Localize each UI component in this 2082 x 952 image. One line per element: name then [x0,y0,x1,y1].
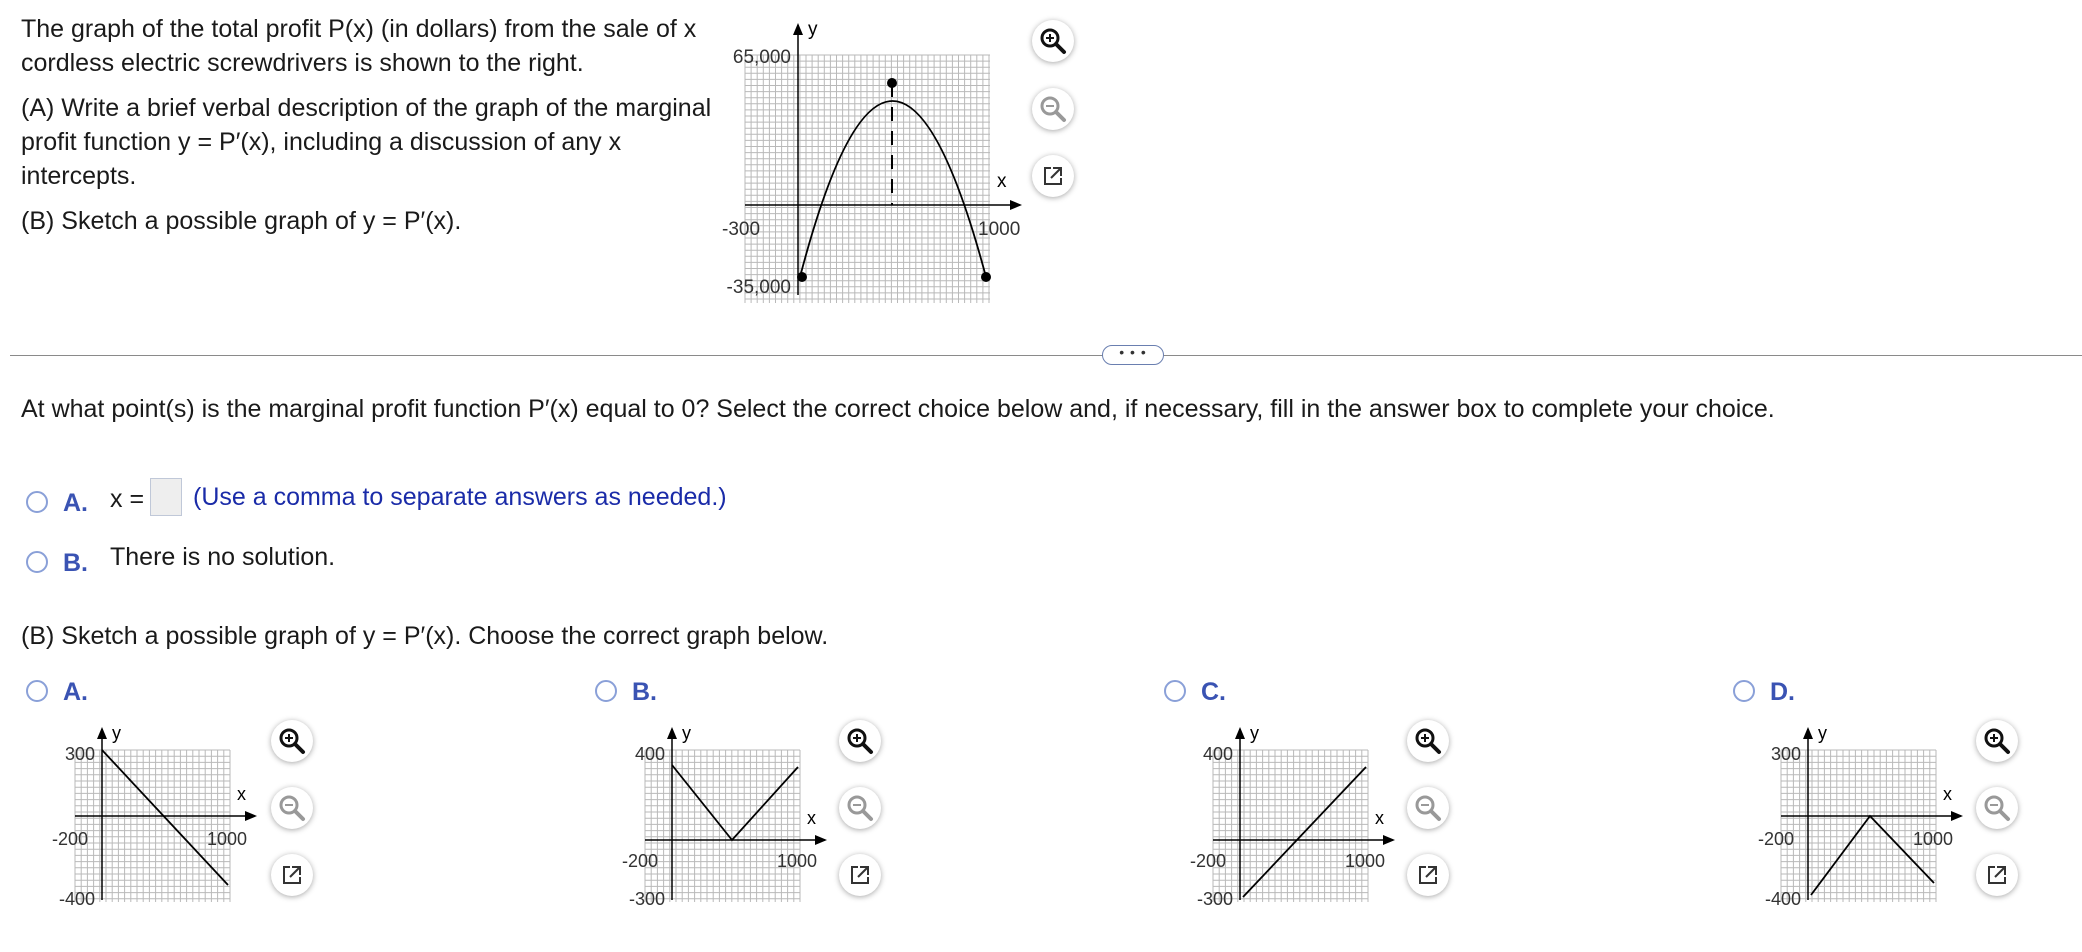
zoom-in-button[interactable] [1976,720,2018,762]
choice-a-hint: (Use a comma to separate answers as needed.) [193,483,727,511]
y-axis-label: y [112,723,121,743]
option-a-grid [75,750,230,902]
problem-statement [21,12,731,249]
x-max-label: 1000 [1345,851,1386,871]
x-min-label: -200 [1758,829,1795,849]
y-min-label: -400 [58,889,95,909]
x-axis-label: x [1375,808,1384,828]
y-axis-arrow [1235,727,1245,739]
choice-letter: C. [1201,678,1226,706]
question-2-text: (B) Sketch a possible graph of y = P′(x). Choose the correct graph below. [21,622,829,650]
y-axis-label: y [808,19,818,40]
option-b-graph [610,715,840,915]
derivative-line [1243,767,1366,897]
choice-letter: B. [63,549,88,577]
derivative-line [102,750,228,885]
choice-letter: A. [63,678,88,706]
x-min-label: -200 [1190,851,1227,871]
x-min-label: -300 [722,219,761,240]
radio-q1-b[interactable] [26,551,48,573]
radio-q2-c[interactable] [1164,680,1186,702]
left-endpoint [797,272,807,282]
popout-icon [847,862,873,888]
zoom-out-button[interactable] [271,787,313,829]
y-axis-arrow [97,727,107,739]
popout-button[interactable] [271,854,313,896]
x-max-label: 1000 [978,219,1021,240]
x-max-label: 1000 [1913,829,1954,849]
y-axis-arrow [793,23,803,35]
y-axis-label: y [1818,723,1827,743]
radio-q1-a[interactable] [26,491,48,513]
x-max-label: 1000 [207,829,248,849]
zoom-out-icon [1982,793,2012,823]
zoom-in-button[interactable] [839,720,881,762]
y-axis-arrow [1803,727,1813,739]
popout-icon [1415,862,1441,888]
x-axis-arrow [1951,811,1963,821]
radio-q2-b[interactable] [595,680,617,702]
popout-button[interactable] [839,854,881,896]
option-d-grid [1781,750,1936,902]
y-max-label: 65,000 [732,47,791,68]
x-min-label: -200 [52,829,89,849]
zoom-in-icon [1982,726,2012,756]
popout-icon [279,862,305,888]
zoom-in-button[interactable] [1032,20,1074,62]
more-button[interactable]: • • • [1102,345,1164,365]
zoom-in-icon [277,726,307,756]
popout-icon [1040,163,1066,189]
y-max-label: 300 [1770,744,1801,764]
zoom-out-icon [1038,94,1068,124]
x-max-label: 1000 [777,851,818,871]
x-axis-arrow [1010,200,1022,210]
x-axis-arrow [815,835,827,845]
zoom-in-button[interactable] [271,720,313,762]
zoom-out-button[interactable] [1032,88,1074,130]
max-point [887,78,897,88]
radio-q2-d[interactable] [1733,680,1755,702]
zoom-out-icon [1413,793,1443,823]
zoom-out-icon [845,793,875,823]
x-axis-label: x [1943,784,1952,804]
section-divider [10,355,2082,356]
y-max-label: 300 [64,744,95,764]
x-axis-label: x [997,171,1007,192]
x-min-label: -200 [622,851,659,871]
y-axis-label: y [682,723,691,743]
question-1-text: At what point(s) is the marginal profit function P′(x) equal to 0? Select the correct choice below and, if necessary, fill in the answer box to complete your choice. [21,395,1775,423]
choice-b-text: There is no solution. [110,543,336,571]
y-min-label: -400 [1764,889,1801,909]
y-min-label: -300 [628,889,665,909]
zoom-in-icon [845,726,875,756]
option-c-graph [1178,715,1408,915]
radio-q2-a[interactable] [26,680,48,702]
x-axis-label: x [807,808,816,828]
x-axis-arrow [245,811,257,821]
zoom-in-button[interactable] [1407,720,1449,762]
zoom-in-icon [1413,726,1443,756]
popout-button[interactable] [1976,854,2018,896]
zoom-out-button[interactable] [839,787,881,829]
option-a-graph [40,715,270,915]
problem-paragraph: (A) Write a brief verbal description of the graph of the marginal profit function y = P′(x), including a discussion of any x intercepts. [21,94,712,190]
option-d-graph [1746,715,1976,915]
derivative-line [672,765,798,840]
zoom-in-icon [1038,26,1068,56]
zoom-out-button[interactable] [1976,787,2018,829]
y-max-label: 400 [634,744,665,764]
answer-input[interactable] [150,478,182,516]
choice-a-prefix: x = [110,485,145,513]
popout-button[interactable] [1032,155,1074,197]
choice-letter: A. [63,489,88,517]
popout-icon [1984,862,2010,888]
popout-button[interactable] [1407,854,1449,896]
x-axis-label: x [237,784,246,804]
y-axis-arrow [667,727,677,739]
profit-graph [700,15,1040,305]
option-c-grid [1213,750,1368,902]
zoom-out-button[interactable] [1407,787,1449,829]
profit-graph-grid [745,55,990,303]
x-axis-arrow [1383,835,1395,845]
problem-paragraph: The graph of the total profit P(x) (in dollars) from the sale of x cordless electric screwdrivers is shown to the right. [21,15,697,77]
y-min-label: -35,000 [726,277,791,298]
y-axis-label: y [1250,723,1259,743]
zoom-out-icon [277,793,307,823]
problem-paragraph: (B) Sketch a possible graph of y = P′(x). [21,207,462,235]
y-min-label: -300 [1196,889,1233,909]
choice-letter: D. [1770,678,1795,706]
right-endpoint [981,272,991,282]
choice-letter: B. [632,678,657,706]
y-max-label: 400 [1202,744,1233,764]
option-b-grid [645,750,800,902]
